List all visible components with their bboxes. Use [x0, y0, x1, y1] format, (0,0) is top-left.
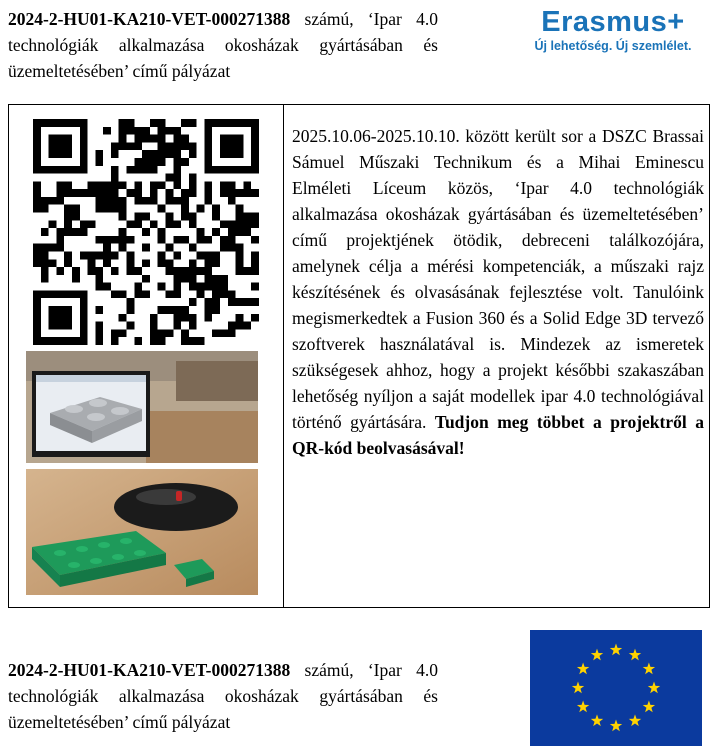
qr-code-icon[interactable]: [33, 119, 259, 345]
erasmus-tagline: Új lehetőség. Új szemlélet.: [534, 39, 692, 53]
content-frame: [8, 104, 710, 608]
photo-cad-screen: [26, 351, 258, 463]
footer-project-title: ‘Ipar 4.0 technológiák alkalmazása okosházak gyártásában és üzemeltetésében’ című pályázat: [8, 660, 438, 732]
erasmus-brand: Erasmus+: [541, 6, 685, 38]
header-text: [8, 6, 438, 84]
erasmus-logo: [528, 6, 698, 54]
project-code-suffix: számú,: [290, 9, 354, 29]
project-title: ‘Ipar 4.0 technológiák alkalmazása okosházak gyártásában és üzemeltetésében’ című pályázat: [8, 9, 438, 81]
photo-lego-and-mouse: [26, 469, 258, 595]
eu-flag-icon: [530, 630, 702, 746]
footer-project-code-suffix: számú,: [290, 660, 354, 680]
footer-project-code: 2024-2-HU01-KA210-VET-000271388: [8, 660, 291, 680]
description-text: [292, 123, 704, 461]
description-paragraph: 2025.10.06-2025.10.10. között került sor a DSZC Brassai Sámuel Műszaki Technikum és a Mihai Eminescu Elméleti Líceum közös, ‘Ipar 4.0 technológiák alkalmazása okosházak gyártásában és üzemeltetésében’ című projektjének ötödik, debreceni találkozójára, amelynek célja a mérési kompetenciák, a műszaki rajz készítésének és olvasásának fejlesztése volt. Tanulóink megismerkedtek a Fusion 360 és a Solid Edge 3D tervező szoftverek használatával is. Mindezek az ismeretek szükségesek ahhoz, hogy a projekt későbbi szakaszában lehetőség nyíljon a saját modellek ipar 4.0 technológiával történő gyártására.: [292, 126, 704, 432]
project-code: 2024-2-HU01-KA210-VET-000271388: [8, 9, 291, 29]
footer-text: [8, 657, 438, 735]
column-divider: [283, 105, 284, 607]
qr-call-to-action: Tudjon meg többet a projektről a QR-kód beolvasásával!: [292, 412, 704, 458]
